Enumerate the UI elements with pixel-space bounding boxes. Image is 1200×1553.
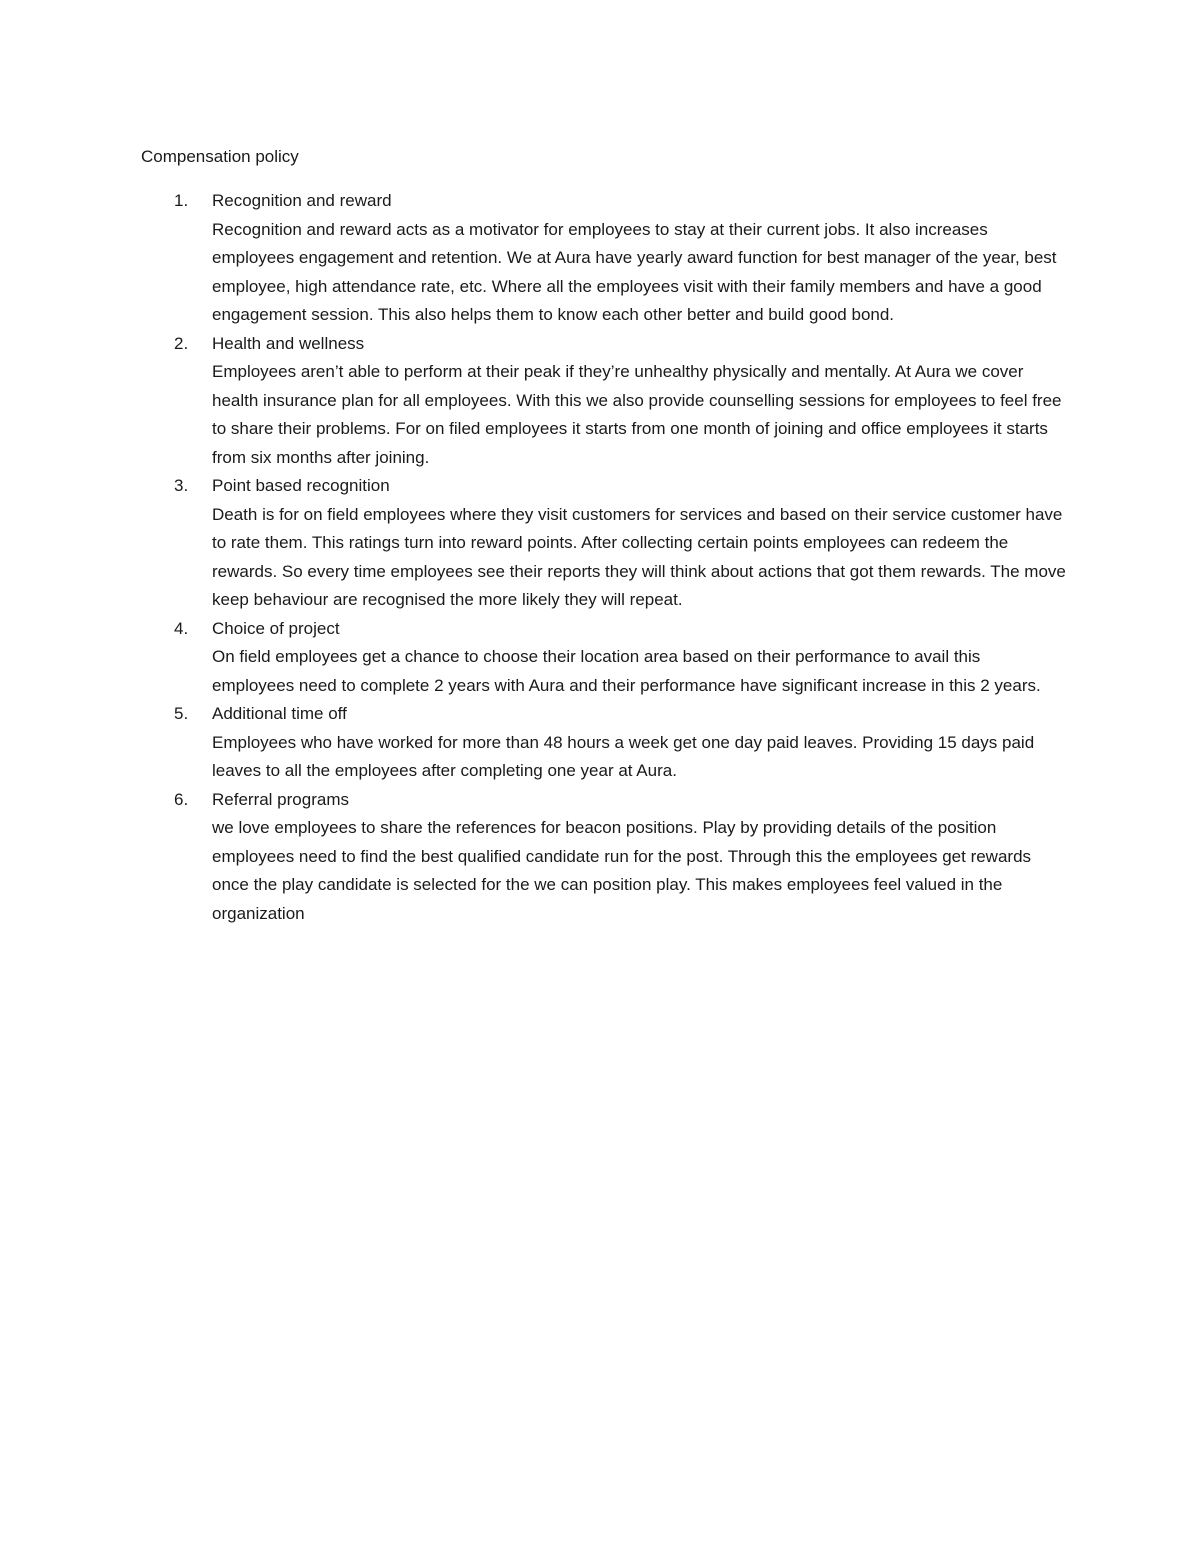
- item-body: On field employees get a chance to choose their location area based on their performance to avail this employees need to complete 2 years with Aura and their performance have significant increase in this 2 years.: [212, 647, 1041, 695]
- list-item: [141, 700, 1066, 786]
- item-body: we love employees to share the references for beacon positions. Play by providing details of the position employees need to find the best qualified candidate run for the post. Through this the employees get rewards once the play candidate is selected for the we can position play. This makes employees feel valued in the organization: [212, 818, 1032, 923]
- item-number: 5.: [174, 704, 189, 723]
- item-heading: Point based recognition: [212, 476, 390, 495]
- item-body: Employees who have worked for more than 48 hours a week get one day paid leaves. Providing 15 days paid leaves to all the employees after completing one year at Aura.: [212, 732, 1035, 780]
- item-number: 4.: [174, 618, 189, 638]
- list-item: [141, 187, 1066, 330]
- item-number: 1.: [174, 191, 189, 210]
- item-heading: Referral programs: [212, 789, 349, 809]
- item-heading: Additional time off: [212, 704, 347, 723]
- item-body: Employees aren’t able to perform at their peak if they’re unhealthy physically and mentally. At Aura we cover health insurance plan for all employees. With this we also provide counselling sessions for employees to feel free to share their problems. For on filed employees it starts from one month of joining and office employees it starts from six months after joining.: [212, 362, 1062, 467]
- item-number: 2.: [174, 333, 189, 353]
- item-number: 3.: [174, 476, 189, 495]
- item-body: Death is for on field employees where they visit customers for services and based on their service customer have to rate them. This ratings turn into reward points. After collecting certain points employees can redeem the rewards. So every time employees see their reports they will think about actions that got them rewards. The move keep behaviour are recognised the more likely they will repeat.: [212, 504, 1066, 609]
- list-item: [141, 615, 1066, 701]
- document-title: Compensation policy: [141, 147, 299, 166]
- policy-list: [141, 187, 1066, 928]
- item-heading: Health and wellness: [212, 333, 365, 353]
- item-number: 6.: [174, 789, 189, 809]
- item-heading: Recognition and reward: [212, 191, 392, 210]
- list-item: [141, 330, 1066, 473]
- item-heading: Choice of project: [212, 618, 340, 638]
- list-item: [141, 786, 1066, 929]
- list-item: [141, 472, 1066, 615]
- item-body: Recognition and reward acts as a motivator for employees to stay at their current jobs. It also increases employees engagement and retention. We at Aura have yearly award function for best manager of the year, best employee, high attendance rate, etc. Where all the employees visit with their family members and have a good engagement session. This also helps them to know each other better and build good bond.: [212, 219, 1057, 324]
